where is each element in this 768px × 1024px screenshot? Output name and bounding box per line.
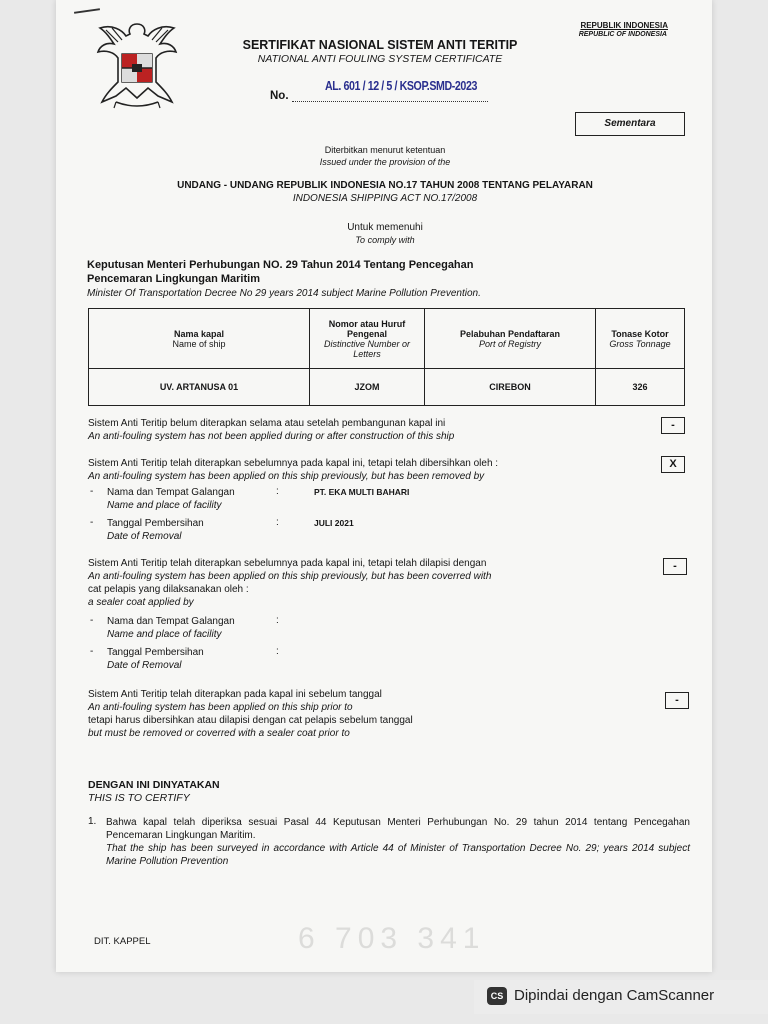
section3-text-id-2: cat pelapis yang dilaksanakan oleh : xyxy=(88,584,249,595)
section3-checkbox: - xyxy=(663,558,687,575)
colon: : xyxy=(276,646,279,657)
law-title-id: UNDANG - UNDANG REPUBLIK INDONESIA NO.17 TAHUN 2008 TENTANG PELAYARAN xyxy=(177,180,593,191)
header-port-id: Pelabuhan Pendaftaran xyxy=(459,328,561,339)
table-header-cell xyxy=(310,309,425,369)
header-tonnage-id: Tonase Kotor xyxy=(611,328,669,339)
header-port-en: Port of Registry xyxy=(478,338,542,349)
section3-facility-label-id: Nama dan Tempat Galangan xyxy=(107,616,235,627)
section2-checkbox: X xyxy=(661,456,685,473)
certify-item-number: 1. xyxy=(88,816,97,827)
section4-text-id: Sistem Anti Teritip telah diterapkan pada kapal ini sebelum tanggal xyxy=(88,689,382,700)
republic-en: REPUBLIC OF INDONESIA xyxy=(578,31,667,38)
comply-en: To comply with xyxy=(355,235,415,245)
decree-title-id: Keputusan Menteri Perhubungan NO. 29 Tahun 2014 Tentang Pencegahan Pencemaran Lingkungan Maritim xyxy=(87,259,474,285)
issued-en: Issued under the provision of the xyxy=(319,157,451,167)
ship-name-cell: UV. ARTANUSA 01 xyxy=(89,369,310,406)
header-distinctive-id: Nomor atau Huruf Pengenal xyxy=(328,318,406,339)
table-header-cell xyxy=(596,309,685,369)
section2-text-en: An anti-fouling system has been applied on this ship previously, but has been removed by xyxy=(88,471,485,482)
section3-date-label-en: Date of Removal xyxy=(107,660,182,671)
table-header-cell xyxy=(89,309,310,369)
section1-text-id: Sistem Anti Teritip belum diterapkan selama atau setelah pembangunan kapal ini xyxy=(88,418,446,429)
certificate-title-id: SERTIFIKAT NASIONAL SISTEM ANTI TERITIP xyxy=(242,38,518,52)
section4-text-en: An anti-fouling system has been applied on this ship prior to xyxy=(88,702,353,713)
section3-text-id: Sistem Anti Teritip telah diterapkan sebelumnya pada kapal ini, tetapi telah dilapisi dengan xyxy=(88,558,487,569)
certificate-number-line xyxy=(292,93,488,102)
section1-checkbox: - xyxy=(661,417,685,434)
colon: : xyxy=(276,486,279,497)
certify-heading-id: DENGAN INI DINYATAKAN xyxy=(88,779,220,791)
gross-tonnage-cell: 326 xyxy=(596,369,685,406)
section3-facility-label-en: Name and place of facility xyxy=(107,629,222,640)
decree-title-en: Minister Of Transportation Decree No 29 years 2014 subject Marine Pollution Prevention. xyxy=(87,288,481,299)
certify-item-1 xyxy=(106,816,690,868)
law-title-en: INDONESIA SHIPPING ACT NO.17/2008 xyxy=(292,193,478,204)
certificate-title-en: NATIONAL ANTI FOULING SYSTEM CERTIFICATE xyxy=(257,53,503,65)
certify-heading-en: THIS IS TO CERTIFY xyxy=(88,792,190,804)
certificate-number-value: AL. 601 / 12 / 5 / KSOP.SMD-2023 xyxy=(325,78,477,93)
section4-checkbox: - xyxy=(665,692,689,709)
section1-text-en: An anti-fouling system has not been applied during or after construction of this ship xyxy=(88,431,455,442)
status-box: Sementara xyxy=(575,112,685,136)
header-distinctive-en: Distinctive Number or Letters xyxy=(323,338,411,359)
section3-text-en-2: a sealer coat applied by xyxy=(88,597,194,608)
section4-text-en-2: but must be removed or coverred with a sealer coat prior to xyxy=(88,728,350,739)
table-header-row xyxy=(89,309,685,369)
section2-date-value: JULI 2021 xyxy=(314,518,354,528)
table-row xyxy=(89,369,685,406)
table-header-cell xyxy=(425,309,596,369)
section2-date-label-id: Tanggal Pembersihan xyxy=(107,518,204,529)
section4-text-id-2: tetapi harus dibersihkan atau dilapisi dengan cat pelapis sebelum tanggal xyxy=(88,715,413,726)
scanner-watermark-text: Dipindai dengan CamScanner xyxy=(514,987,715,1004)
port-of-registry-cell: CIREBON xyxy=(425,369,596,406)
bullet: - xyxy=(90,646,94,657)
section2-facility-label-id: Nama dan Tempat Galangan xyxy=(107,487,235,498)
certificate-number-label: No. xyxy=(270,90,289,102)
section3-date-label-id: Tanggal Pembersihan xyxy=(107,647,204,658)
camscanner-logo-icon: CS xyxy=(487,987,507,1005)
bullet: - xyxy=(90,517,94,528)
department-code: DIT. KAPPEL xyxy=(94,936,151,947)
header-tonnage-en: Gross Tonnage xyxy=(609,338,671,349)
serial-number-faint: 6 703 341 xyxy=(298,922,486,955)
issued-id: Diterbitkan menurut ketentuan xyxy=(324,145,446,155)
section3-text-en: An anti-fouling system has been applied on this ship previously, but has been coverred with xyxy=(88,571,492,582)
certify-item-1-en: That the ship has been surveyed in accordance with Article 44 of Minister of Transportation Decree No. 29; years 2014 subject Marine Pollution Prevention xyxy=(106,843,690,867)
ship-details-table xyxy=(88,308,685,406)
section2-facility-value: PT. EKA MULTI BAHARI xyxy=(314,487,410,497)
header-ship-name-id: Nama kapal xyxy=(173,328,225,339)
bullet: - xyxy=(90,486,94,497)
colon: : xyxy=(276,615,279,626)
colon: : xyxy=(276,517,279,528)
bullet: - xyxy=(90,615,94,626)
section2-text-id: Sistem Anti Teritip telah diterapkan sebelumnya pada kapal ini, tetapi telah dibersihkan oleh : xyxy=(88,458,499,469)
republic-id: REPUBLIK INDONESIA xyxy=(580,21,668,30)
distinctive-letters-cell: JZOM xyxy=(310,369,425,406)
comply-id: Untuk memenuhi xyxy=(347,222,423,233)
section2-date-label-en: Date of Removal xyxy=(107,531,182,542)
section2-facility-label-en: Name and place of facility xyxy=(107,500,222,511)
header-ship-name-en: Name of ship xyxy=(172,338,226,349)
certify-item-1-id: Bahwa kapal telah diperiksa sesuai Pasal 44 Keputusan Menteri Perhubungan No. 29 tahun 2014 tentang Pencegahan Pencemaran Lingkungan Maritim. xyxy=(106,817,690,841)
